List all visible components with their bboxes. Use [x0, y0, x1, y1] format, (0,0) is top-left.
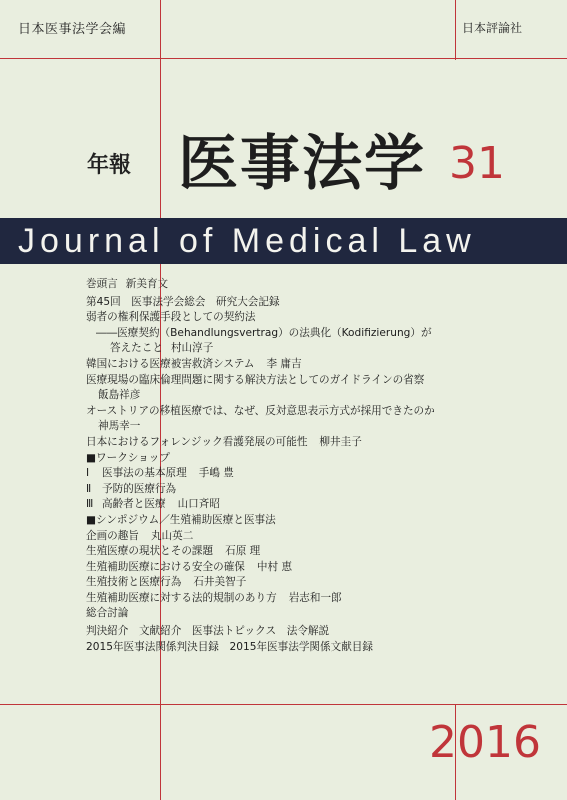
- toc-reviews: 判決紹介 文献紹介 医事法トピックス 法令解説: [86, 625, 330, 638]
- toc-workshop-item: [86, 482, 546, 498]
- toc-author: 山口斉昭: [177, 498, 220, 511]
- toc-author: 柳井圭子: [319, 435, 362, 448]
- top-horizontal-rule: [0, 58, 567, 59]
- toc-workshop-item: [86, 497, 546, 513]
- bottom-horizontal-rule: [0, 704, 567, 705]
- toc-article2: [86, 357, 546, 373]
- toc-title: 生殖医療の現状とその課題: [86, 545, 214, 558]
- toc-symposium-item: [86, 560, 546, 576]
- toc-workshop-heading: ■ワークショップ: [86, 451, 170, 464]
- english-title: Journal of Medical Law: [18, 221, 476, 260]
- annual-label: 年報: [87, 153, 132, 178]
- table-of-contents: [86, 277, 546, 655]
- right-vertical-rule: [455, 0, 456, 60]
- toc-author: 丸山英二: [150, 529, 194, 542]
- toc-symposium-item: [86, 529, 546, 545]
- toc-symposium-heading: ■シンポジウム／生殖補助医療と医事法: [86, 513, 276, 526]
- toc-title: 巻頭言: [86, 278, 118, 290]
- toc-title: 高齢者と医療: [102, 498, 166, 511]
- toc-meeting: 第45回 医事法学会総会 研究大会記録: [86, 295, 280, 308]
- toc-author: 李 庸吉: [266, 357, 302, 370]
- toc-title: 答えたこと: [110, 342, 163, 355]
- toc-num: Ⅱ: [86, 482, 92, 495]
- toc-author: 中村 恵: [256, 560, 293, 573]
- toc-title: 生殖補助医療に対する法的規制のあり方: [86, 591, 277, 604]
- toc-article4-title: オーストリアの移植医療では、なぜ、反対意思表示方式が採用できたのか: [86, 404, 435, 417]
- toc-article1-subtitle-cont: [86, 341, 546, 357]
- toc-article4-author: [86, 419, 546, 435]
- toc-author: 村山淳子: [170, 342, 214, 355]
- toc-symposium-item: [86, 591, 546, 607]
- toc-author: 岩志和一郎: [288, 591, 342, 604]
- toc-title: 韓国における医療被害救済システム: [86, 357, 255, 370]
- toc-article1-title: 弱者の権利保護手段としての契約法: [86, 311, 256, 324]
- toc-num: Ⅰ: [86, 467, 90, 480]
- editor-credit: 日本医事法学会編: [18, 22, 127, 37]
- english-title-banner: [0, 218, 567, 264]
- toc-author: 石原 理: [225, 545, 261, 558]
- toc-article3-author: [86, 388, 546, 404]
- publication-year: 2016: [429, 717, 541, 768]
- toc-author: 手嶋 豊: [198, 467, 234, 480]
- toc-num: Ⅲ: [86, 498, 94, 511]
- toc-author: 石井美智子: [193, 576, 247, 589]
- toc-article3-title: 医療現場の臨床倫理問題に関する解決方法としてのガイドラインの省察: [86, 373, 425, 386]
- toc-title: 企画の趣旨: [86, 529, 139, 542]
- book-title: 医事法学: [178, 129, 426, 199]
- toc-bibliography: 2015年医事法関係判決目録 2015年医事法学関係文献目録: [86, 640, 373, 653]
- publisher-name: 日本評論社: [462, 21, 523, 35]
- toc-author: 新美育文: [125, 278, 169, 290]
- left-vertical-rule: [160, 0, 161, 218]
- toc-preface: [86, 277, 546, 293]
- toc-title: 生殖補助医療における安全の確保: [86, 560, 245, 573]
- volume-number: 31: [449, 138, 505, 189]
- toc-discussion: 総合討論: [86, 607, 129, 620]
- toc-author: 飯島祥彦: [98, 389, 141, 402]
- toc-symposium-item: [86, 544, 546, 560]
- toc-article1-subtitle: ――医療契約（Behandlungsvertrag）の法典化（Kodifizierung）が: [96, 326, 432, 339]
- toc-article5: [86, 435, 546, 451]
- toc-symposium-item: [86, 575, 546, 591]
- toc-author: 神馬幸一: [98, 420, 141, 433]
- toc-title: 生殖技術と医療行為: [86, 576, 182, 589]
- toc-title: 予防的医療行為: [102, 482, 177, 495]
- toc-title: 医事法の基本原理: [102, 467, 187, 480]
- toc-title: 日本におけるフォレンジック看護発展の可能性: [86, 435, 308, 448]
- toc-workshop-item: [86, 466, 546, 482]
